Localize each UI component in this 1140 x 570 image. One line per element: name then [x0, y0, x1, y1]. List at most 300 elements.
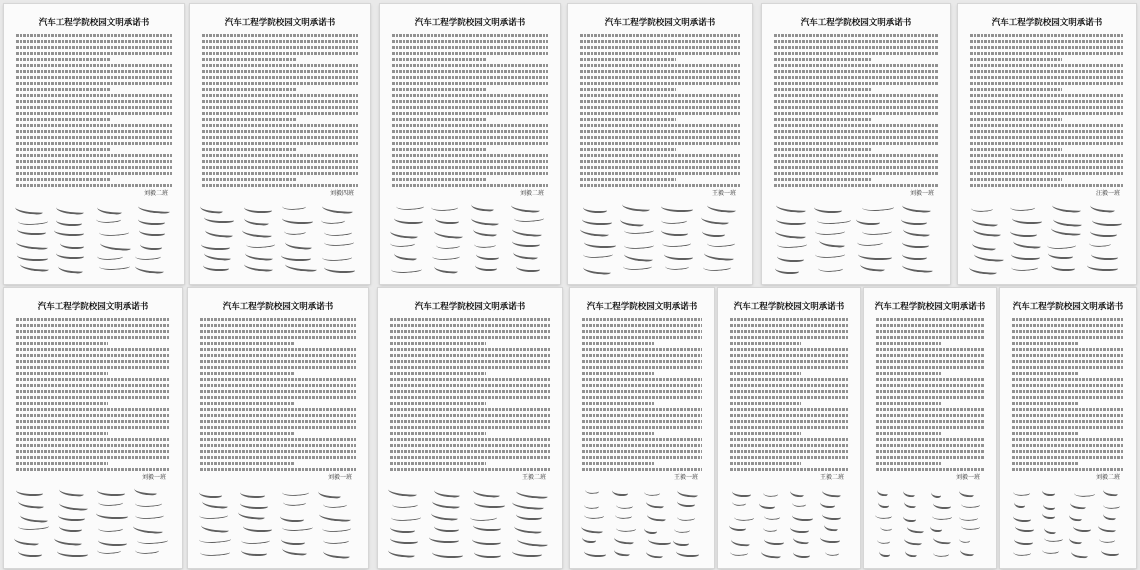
handwritten-signature [323, 535, 350, 546]
text-line [202, 64, 358, 67]
handwritten-signature [616, 523, 636, 533]
text-line [202, 76, 358, 79]
text-line [202, 142, 358, 145]
text-line [202, 46, 358, 49]
text-line [200, 438, 356, 441]
text-line [580, 130, 740, 133]
text-line [390, 396, 550, 399]
handwritten-signature [199, 510, 229, 521]
text-line [970, 100, 1124, 103]
handwritten-signature [584, 500, 600, 510]
handwritten-signature [817, 263, 842, 274]
handwritten-signature [516, 511, 541, 520]
handwritten-signature [1012, 215, 1042, 224]
signer-class: 刘毅一班 [327, 474, 352, 481]
handwritten-signature [877, 536, 890, 545]
text-line [774, 88, 872, 91]
text-line [580, 76, 740, 79]
text-line [1012, 432, 1079, 435]
handwritten-signature [18, 215, 49, 226]
handwritten-signature [581, 524, 603, 534]
text-line [16, 70, 172, 73]
handwritten-signature [430, 202, 458, 213]
text-line [876, 408, 984, 411]
handwritten-signature [202, 498, 228, 509]
text-line [730, 324, 848, 327]
text-line [16, 390, 170, 393]
handwritten-signature [822, 511, 841, 520]
text-line [730, 354, 848, 357]
handwritten-signature [762, 488, 777, 497]
handwritten-signature [620, 216, 644, 227]
handwritten-signature [134, 497, 161, 508]
pledge-text [1012, 318, 1124, 471]
text-line [774, 70, 938, 73]
handwritten-signature [1015, 523, 1034, 532]
text-line [774, 184, 938, 187]
handwritten-signature [933, 500, 951, 509]
handwritten-signature [819, 237, 845, 248]
text-line [582, 396, 702, 399]
handwritten-signature [17, 521, 48, 532]
handwritten-signature [17, 226, 45, 235]
text-line [876, 444, 984, 447]
handwritten-signature [244, 204, 271, 213]
text-line [582, 318, 702, 321]
handwritten-signature [512, 548, 542, 557]
text-line [202, 40, 358, 43]
text-line [16, 184, 172, 187]
pledge-page-13 [1000, 288, 1136, 568]
text-line [16, 420, 170, 423]
handwritten-signature [902, 239, 929, 248]
text-line [1012, 456, 1124, 459]
signature-area [874, 472, 986, 560]
text-line [200, 462, 294, 465]
text-line [202, 184, 358, 187]
text-line [582, 390, 702, 393]
text-line [202, 106, 358, 109]
handwritten-signature [660, 215, 687, 226]
handwritten-signature [238, 509, 265, 520]
text-line [202, 154, 358, 157]
text-line [390, 354, 550, 357]
text-line [876, 396, 984, 399]
text-line [580, 142, 740, 145]
signature-area [198, 472, 358, 560]
handwritten-signature [612, 487, 628, 496]
text-line [16, 76, 172, 79]
signer-class: 刘毅四班 [329, 190, 354, 197]
handwritten-signature [395, 201, 424, 212]
text-line [774, 166, 938, 169]
handwritten-signature [974, 251, 1004, 262]
handwritten-signature [624, 239, 655, 250]
text-line [16, 408, 170, 411]
text-line [16, 354, 170, 357]
signature-area [968, 188, 1126, 276]
signature-area [1010, 472, 1126, 560]
text-line [16, 46, 172, 49]
text-line [970, 58, 1062, 61]
handwritten-signature [1101, 547, 1119, 556]
text-line [392, 34, 548, 37]
pledge-text [730, 318, 848, 471]
signature-area [728, 472, 850, 560]
handwritten-signature [676, 548, 698, 557]
handwritten-signature [19, 261, 49, 272]
handwritten-signature [322, 498, 347, 508]
text-line [16, 112, 172, 115]
text-line [1012, 450, 1124, 453]
text-line [392, 52, 548, 55]
text-line [200, 420, 356, 423]
text-line [580, 34, 740, 37]
handwritten-signature [513, 523, 542, 534]
text-line [774, 82, 938, 85]
text-line [730, 372, 801, 375]
handwritten-signature [1092, 217, 1122, 226]
text-line [16, 154, 172, 157]
text-line [774, 130, 938, 133]
handwritten-signature [471, 202, 494, 213]
text-line [1012, 408, 1124, 411]
text-line [16, 64, 172, 67]
document-title: 汽车工程学院校园文明承诺书 [874, 302, 986, 312]
handwritten-signature [57, 548, 88, 557]
handwritten-signature [701, 214, 730, 225]
text-line [200, 366, 356, 369]
text-line [392, 118, 486, 121]
text-line [200, 330, 356, 333]
handwritten-signature [282, 522, 313, 533]
signature-area [578, 188, 742, 276]
text-line [200, 324, 356, 327]
text-line [774, 172, 938, 175]
handwritten-signature [706, 202, 735, 213]
text-line [876, 468, 984, 471]
text-line [970, 166, 1124, 169]
text-line [202, 172, 358, 175]
handwritten-signature [932, 511, 953, 521]
text-line [1012, 462, 1079, 465]
pledge-text [202, 34, 358, 187]
handwritten-signature [1043, 524, 1056, 534]
text-line [16, 360, 170, 363]
text-line [200, 372, 294, 375]
text-line [774, 106, 938, 109]
text-line [16, 456, 170, 459]
handwritten-signature [472, 536, 501, 545]
text-line [1012, 390, 1124, 393]
pledge-text [580, 34, 740, 187]
document-title: 汽车工程学院校园文明承诺书 [222, 302, 334, 312]
text-line [1012, 318, 1124, 321]
text-line [970, 112, 1124, 115]
text-line [16, 324, 170, 327]
text-line [970, 118, 1062, 121]
handwritten-signature [473, 522, 501, 531]
pledge-page-2 [190, 4, 370, 284]
text-line [390, 342, 486, 345]
handwritten-signature [284, 226, 307, 236]
text-line [970, 82, 1124, 85]
text-line [16, 118, 110, 121]
text-line [392, 94, 548, 97]
text-line [876, 366, 984, 369]
handwritten-signature [135, 509, 165, 520]
document-title: 汽车工程学院校园文明承诺书 [800, 18, 912, 28]
text-line [200, 336, 356, 339]
handwritten-signature [201, 241, 229, 250]
text-line [774, 178, 872, 181]
handwritten-signature [1011, 251, 1039, 260]
handwritten-signature [972, 240, 997, 251]
handwritten-signature [904, 547, 916, 557]
text-line [970, 136, 1124, 139]
text-line [16, 444, 170, 447]
text-line [582, 354, 702, 357]
text-line [580, 124, 740, 127]
handwritten-signature [792, 512, 812, 521]
text-line [392, 142, 548, 145]
text-line [774, 160, 938, 163]
text-line [970, 178, 1062, 181]
handwritten-signature [622, 201, 650, 212]
handwritten-signature [199, 489, 222, 498]
text-line [16, 136, 172, 139]
text-line [730, 342, 801, 345]
handwritten-signature [281, 536, 305, 545]
handwritten-signature [394, 250, 417, 261]
text-line [16, 88, 110, 91]
text-line [200, 414, 356, 417]
handwritten-signature [664, 261, 688, 271]
signature-area [580, 472, 704, 560]
text-line [730, 336, 848, 339]
handwritten-signature [434, 263, 458, 274]
text-line [200, 468, 356, 471]
text-line [730, 462, 801, 465]
handwritten-signature [54, 535, 83, 546]
text-line [730, 402, 801, 405]
handwritten-signature [729, 522, 747, 531]
text-line [390, 360, 550, 363]
handwritten-signature [901, 216, 927, 225]
text-line [580, 52, 740, 55]
text-line [390, 366, 550, 369]
text-line [580, 166, 740, 169]
text-line [392, 172, 548, 175]
text-line [876, 426, 984, 429]
handwritten-signature [644, 525, 657, 534]
text-line [392, 136, 548, 139]
text-line [16, 462, 108, 465]
text-line [876, 330, 984, 333]
text-line [200, 396, 356, 399]
text-line [16, 148, 110, 151]
text-line [730, 396, 848, 399]
handwritten-signature [793, 535, 810, 545]
text-line [580, 100, 740, 103]
handwritten-signature [97, 251, 123, 262]
text-line [200, 390, 356, 393]
handwritten-signature [1069, 534, 1083, 544]
text-line [200, 348, 356, 351]
handwritten-signature [429, 534, 459, 543]
handwritten-signature [622, 261, 652, 272]
text-line [16, 468, 170, 471]
text-line [1012, 348, 1124, 351]
handwritten-signature [98, 537, 127, 546]
document-title: 汽车工程学院校园文明承诺书 [604, 18, 716, 28]
handwritten-signature [17, 252, 48, 261]
handwritten-signature [1102, 487, 1118, 497]
text-line [876, 384, 984, 387]
text-line [202, 178, 296, 181]
text-line [392, 64, 548, 67]
handwritten-signature [877, 486, 888, 496]
handwritten-signature [677, 512, 695, 522]
document-title: 汽车工程学院校园文明承诺书 [224, 18, 336, 28]
text-line [774, 154, 938, 157]
handwritten-signature [903, 513, 916, 522]
text-line [1012, 438, 1124, 441]
text-line [16, 124, 172, 127]
text-line [200, 354, 356, 357]
handwritten-signature [475, 262, 497, 271]
handwritten-signature [902, 202, 931, 213]
pledge-page-8 [188, 288, 368, 568]
text-line [582, 456, 702, 459]
signature-area [200, 188, 360, 276]
handwritten-signature [513, 213, 544, 224]
handwritten-signature [285, 261, 317, 272]
signature-area [390, 188, 550, 276]
signer-class: 王毅一班 [711, 190, 736, 197]
handwritten-signature [761, 548, 781, 558]
text-line [876, 432, 941, 435]
handwritten-signature [703, 262, 731, 273]
handwritten-signature [319, 511, 351, 522]
text-line [390, 324, 550, 327]
pledge-page-4 [568, 4, 752, 284]
signer-class: 刘毅一班 [955, 474, 980, 481]
handwritten-signature [394, 215, 423, 224]
handwritten-signature [583, 204, 607, 213]
text-line [876, 438, 984, 441]
text-line [392, 154, 548, 157]
text-line [16, 450, 170, 453]
handwritten-signature [704, 250, 734, 261]
handwritten-signature [582, 534, 596, 543]
handwritten-signature [1012, 238, 1041, 249]
text-line [774, 124, 938, 127]
text-line [392, 178, 486, 181]
handwritten-signature [390, 535, 418, 544]
handwritten-signature [1043, 501, 1055, 510]
handwritten-signature [1041, 545, 1059, 555]
pledge-page-10 [570, 288, 714, 568]
handwritten-signature [793, 549, 810, 558]
text-line [582, 432, 654, 435]
text-line [580, 70, 740, 73]
text-line [200, 444, 356, 447]
text-line [390, 378, 550, 381]
text-line [876, 354, 984, 357]
text-line [876, 414, 984, 417]
handwritten-signature [99, 226, 130, 237]
handwritten-signature [474, 549, 501, 558]
handwritten-signature [857, 237, 883, 248]
handwritten-signature [1089, 202, 1114, 213]
pledge-page-1 [4, 4, 184, 284]
text-line [970, 52, 1124, 55]
text-line [16, 414, 170, 417]
text-line [390, 468, 550, 471]
text-line [16, 378, 170, 381]
text-line [16, 100, 172, 103]
handwritten-signature [856, 216, 880, 225]
text-line [1012, 354, 1124, 357]
handwritten-signature [390, 524, 415, 533]
handwritten-signature [388, 486, 417, 497]
handwritten-signature [243, 215, 268, 226]
handwritten-signature [903, 226, 930, 237]
handwritten-signature [135, 263, 165, 274]
handwritten-signature [134, 485, 158, 496]
text-line [730, 432, 801, 435]
handwritten-signature [579, 226, 609, 237]
text-line [970, 154, 1124, 157]
text-line [392, 184, 548, 187]
text-line [200, 408, 356, 411]
text-line [774, 52, 938, 55]
text-line [1012, 420, 1124, 423]
text-line [582, 324, 702, 327]
text-line [730, 414, 848, 417]
handwritten-signature [58, 512, 85, 521]
pledge-page-3 [380, 4, 560, 284]
text-line [774, 94, 938, 97]
text-line [16, 130, 172, 133]
handwritten-signature [858, 251, 892, 260]
text-line [390, 462, 486, 465]
text-line [202, 88, 296, 91]
text-line [16, 318, 170, 321]
handwritten-signature [647, 512, 666, 522]
handwritten-signature [200, 203, 224, 214]
handwritten-signature [614, 547, 630, 557]
text-line [392, 148, 486, 151]
handwritten-signature [763, 523, 778, 532]
text-line [16, 34, 172, 37]
text-line [392, 100, 548, 103]
text-line [200, 384, 356, 387]
text-line [730, 426, 848, 429]
pledge-page-5 [762, 4, 950, 284]
handwritten-signature [322, 523, 352, 534]
handwritten-signature [245, 250, 273, 261]
handwritten-signature [933, 548, 949, 558]
handwritten-signature [583, 264, 611, 275]
text-line [202, 130, 358, 133]
handwritten-signature [775, 202, 806, 213]
text-line [876, 420, 984, 423]
handwritten-signature [792, 499, 807, 508]
handwritten-signature [1052, 202, 1081, 213]
text-line [582, 348, 702, 351]
